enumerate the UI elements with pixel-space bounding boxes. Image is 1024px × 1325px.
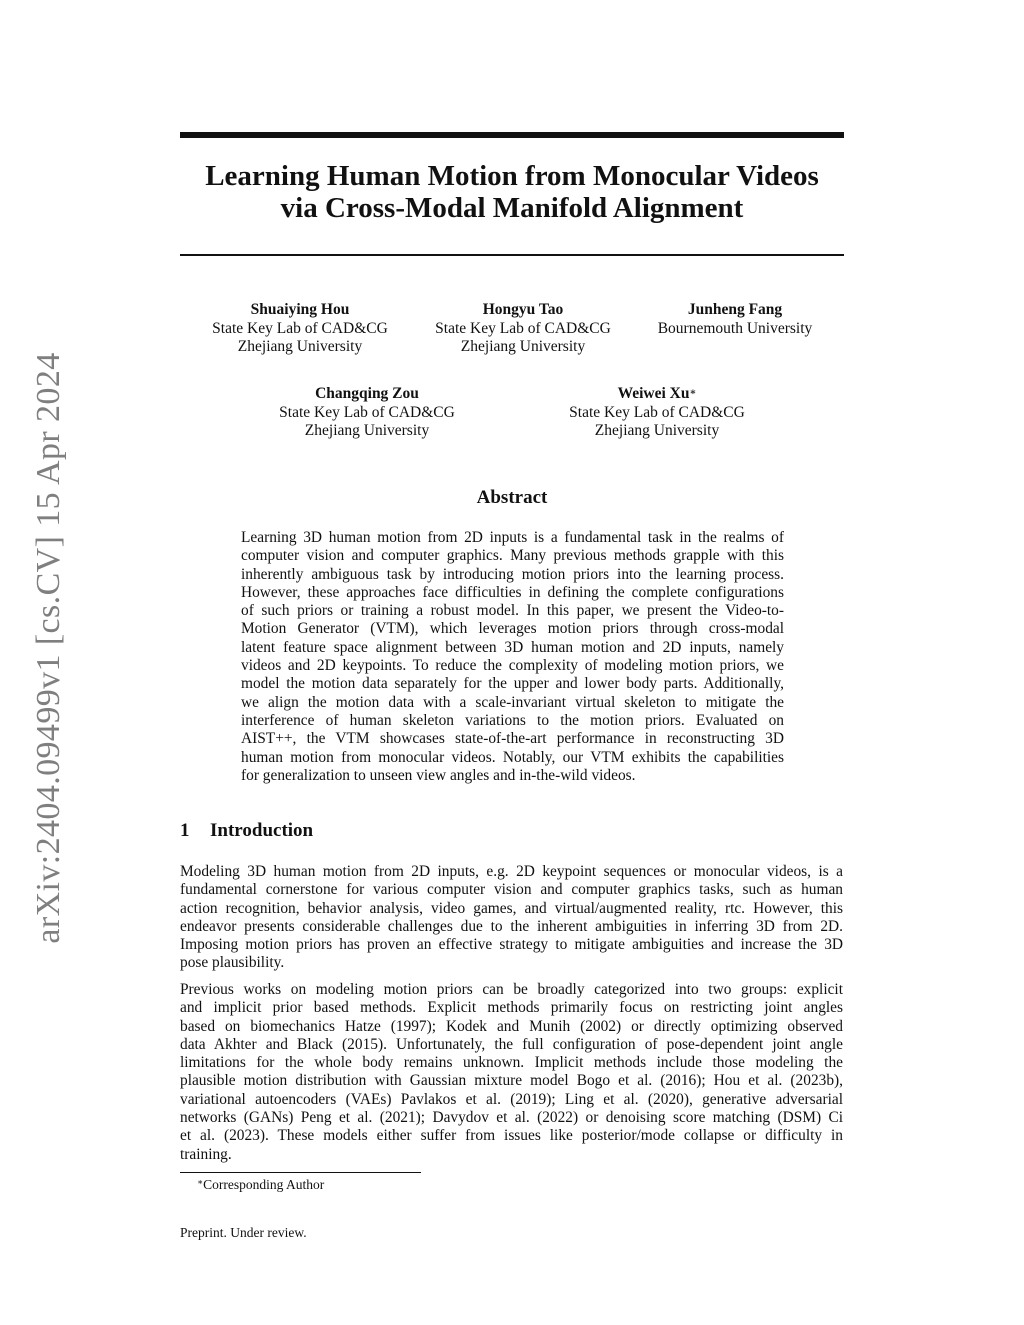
corresponding-marker: ∗: [689, 387, 697, 398]
text-line: action recognition, behavior analysis, video games, and virtual/augmented reality, rtc. However, this: [180, 899, 843, 917]
author-affiliation: Zhejiang University: [237, 338, 363, 355]
text-line: AIST++, the VTM showcases state-of-the-art performance in reconstructing 3D: [241, 730, 784, 748]
author-name: Weiwei Xu: [617, 385, 690, 402]
footnote-text: Corresponding Author: [203, 1177, 325, 1192]
author-affiliation: State Key Lab of CAD&CG: [279, 403, 455, 421]
author-block: [562, 385, 752, 441]
footer-note: Preprint. Under review.: [180, 1225, 307, 1240]
text-line: of such priors or training a robust model. In this paper, we present the Video-to-: [241, 602, 784, 620]
text-line: inherently ambiguous task by introducing motion priors into the learning process.: [241, 565, 784, 583]
text-line: for generalization to unseen view angles and in-the-wild videos.: [241, 766, 636, 784]
footnote: [197, 1177, 324, 1193]
author-affiliation: Zhejiang University: [304, 422, 430, 439]
text-line: data Akhter and Black (2015). Unfortunately, the full configuration of pose-dependent joint angle: [180, 1035, 843, 1053]
text-line: computer vision and computer graphics. Many previous methods grapple with this: [241, 547, 784, 565]
intro-paragraph-1: [180, 863, 843, 973]
text-line: Imposing motion priors has proven an effective strategy to mitigate ambiguities and increase the 3D: [180, 936, 843, 954]
author-affiliation: Bournemouth University: [657, 319, 813, 337]
section-heading: [180, 820, 313, 842]
text-line: Previous works on modeling motion priors can be broadly categorized into two groups: explicit: [180, 981, 843, 998]
author-name: Changqing Zou: [315, 385, 419, 402]
text-line: However, these approaches face difficulties in defining the complete configurations: [241, 583, 784, 601]
text-line: we align the motion data with a scale-invariant virtual skeleton to mitigate the: [241, 693, 784, 711]
author-affiliation: Zhejiang University: [594, 422, 720, 439]
author-block: [272, 385, 462, 441]
text-line: pose plausibility.: [180, 954, 285, 972]
author-block: [642, 301, 828, 338]
text-line: training.: [180, 1145, 232, 1163]
author-name-line: [562, 385, 752, 404]
text-line: fundamental cornerstone for various computer vision and computer graphics tasks, such as human: [180, 881, 843, 899]
section-title: Introduction: [210, 820, 314, 841]
title-bottom-rule: [180, 254, 844, 256]
author-affiliation: State Key Lab of CAD&CG: [569, 403, 745, 421]
text-line: and implicit prior based methods. Explicit methods primarily focus on restricting joint angles: [180, 999, 843, 1017]
text-line: Learning 3D human motion from 2D inputs is a fundamental task in the realms of: [241, 529, 784, 546]
title-line-1: Learning Human Motion from Monocular Videos: [205, 160, 819, 192]
text-line: limitations for the whole body remains unknown. Implicit methods include those modeling the: [180, 1054, 843, 1072]
footnote-marker: ∗: [197, 1177, 204, 1187]
text-line: interference of human skeleton variations to the motion priors. Evaluated on: [241, 711, 784, 729]
paper-title: [180, 160, 844, 224]
text-line: based on biomechanics Hatze (1997); Kodek and Munih (2002) or directly optimizing observed: [180, 1017, 843, 1035]
text-line: latent feature space alignment between 3D human motion and 2D inputs, namely: [241, 638, 784, 656]
text-line: Motion Generator (VTM), which leverages motion priors through cross-modal: [241, 620, 784, 638]
text-line: variational autoencoders (VAEs) Pavlakos et al. (2019); Ling et al. (2020), generative adversarial: [180, 1090, 843, 1108]
author-affiliation: State Key Lab of CAD&CG: [435, 319, 611, 337]
author-name: Hongyu Tao: [482, 301, 564, 318]
author-affiliation: State Key Lab of CAD&CG: [212, 319, 388, 337]
text-line: plausible motion distribution with Gaussian mixture model Bogo et al. (2016); Hou et al. (2023b),: [180, 1072, 843, 1090]
text-line: et al. (2023). These models either suffer from issues like posterior/mode collapse or difficulty in: [180, 1127, 843, 1145]
text-line: networks (GANs) Peng et al. (2021); Davydov et al. (2022) or denoising score matching (DSM) Ci: [180, 1109, 843, 1127]
author-affiliation: Zhejiang University: [460, 338, 586, 355]
author-block: [428, 301, 618, 357]
abstract-body: [241, 529, 784, 785]
title-line-2: via Cross-Modal Manifold Alignment: [280, 192, 744, 224]
text-line: human motion from monocular videos. Notably, our VTM exhibits the capabilities: [241, 748, 784, 766]
footnote-rule: [180, 1172, 421, 1173]
section-number: 1: [180, 820, 190, 841]
abstract-heading: Abstract: [476, 487, 548, 508]
intro-paragraph-2: [180, 981, 843, 1164]
text-line: endeavor presents considerable challenges due to the inherent ambiguities in inferring 3D from 2D.: [180, 917, 843, 935]
text-line: model the motion data separately for the upper and lower body parts. Additionally,: [241, 675, 784, 693]
text-line: videos and 2D keypoints. To reduce the complexity of modeling motion priors, we: [241, 657, 784, 675]
author-block: [205, 301, 395, 357]
text-line: Modeling 3D human motion from 2D inputs, e.g. 2D keypoint sequences or monocular videos, is a: [180, 863, 843, 880]
author-name: Shuaiying Hou: [250, 301, 350, 318]
author-name: Junheng Fang: [687, 301, 783, 318]
title-top-rule: [180, 132, 844, 138]
arxiv-stamp: arXiv:2404.09499v1 [cs.CV] 15 Apr 2024: [30, 352, 67, 944]
